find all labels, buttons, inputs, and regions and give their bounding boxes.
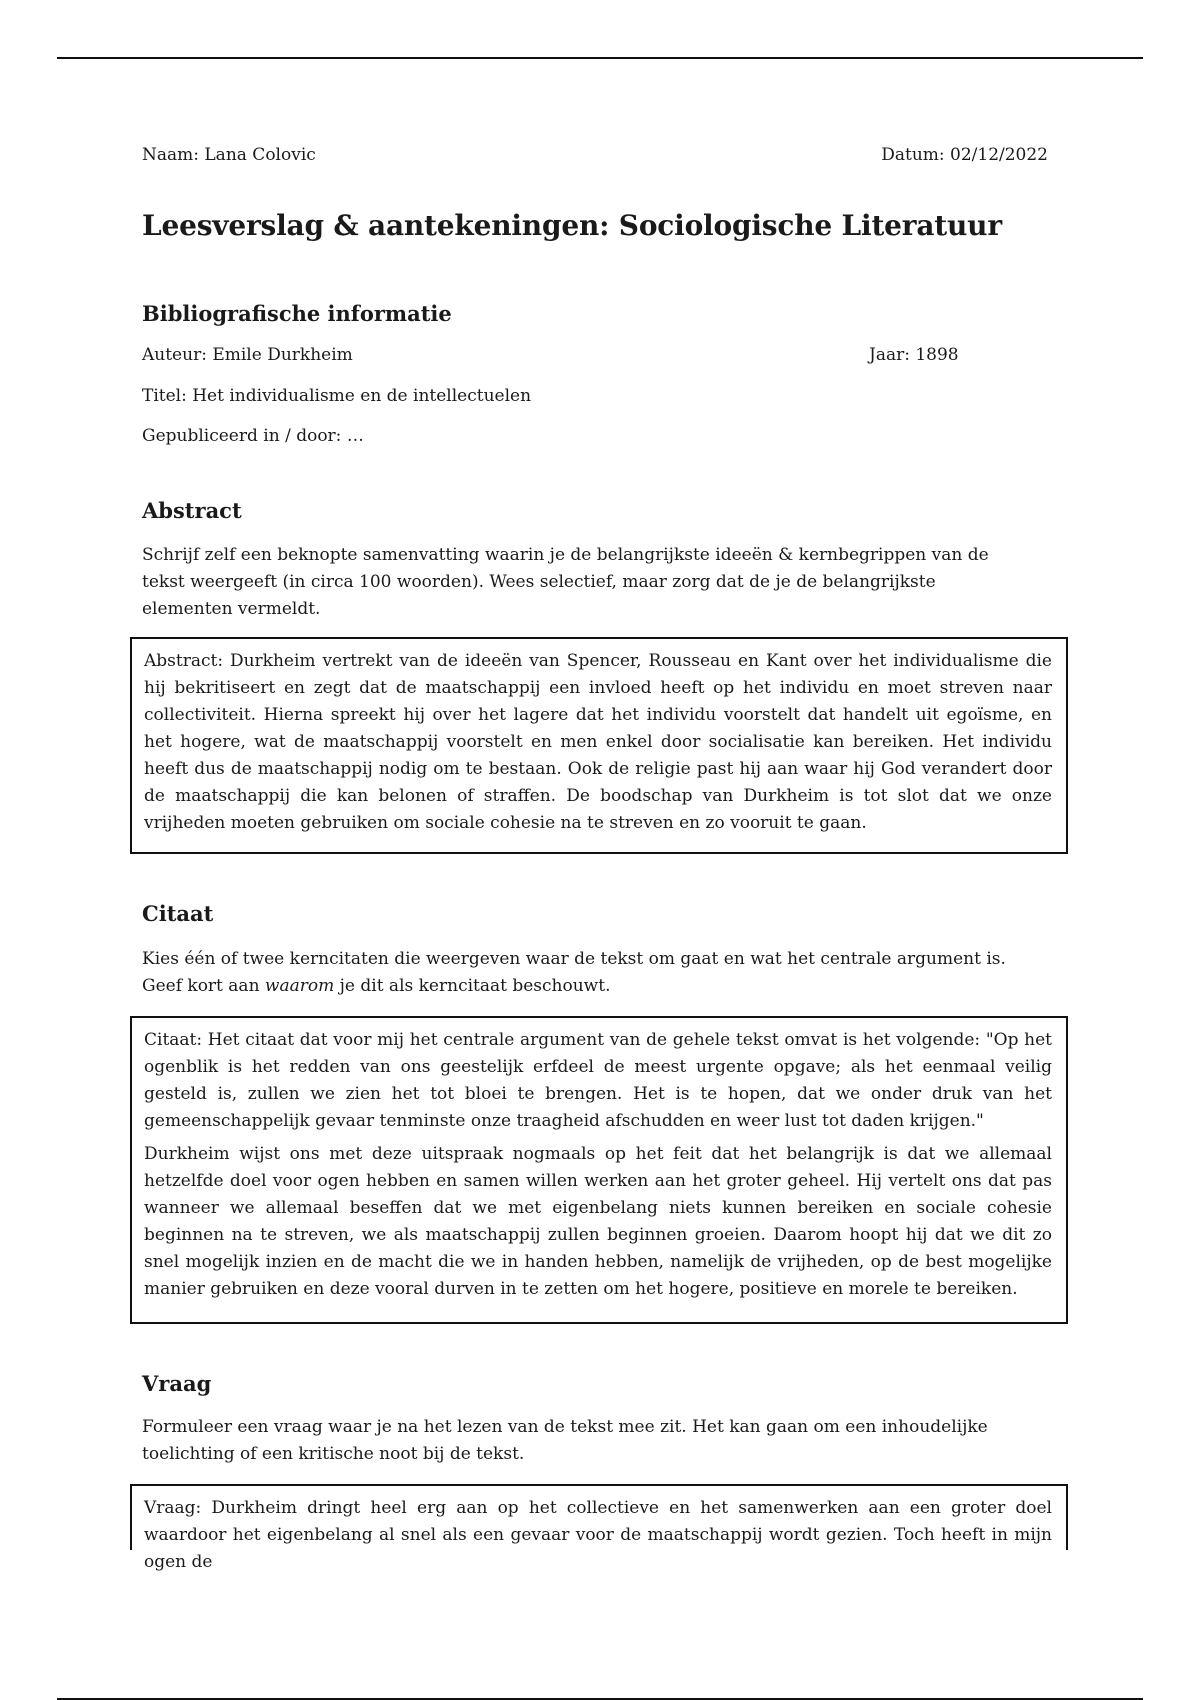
- top-rule: [57, 57, 1143, 59]
- bibliography-heading: Bibliografische informatie: [142, 301, 452, 326]
- quote-answer-citation: Citaat: Het citaat dat voor mij het centrale argument van de gehele tekst omvat is het volgende: "Op het ogenblik is het redden van ons geestelijk erfdeel de meest urgente opgave; als het eenmaal veilig gesteld is, zullen we zien het tot bloei te brengen. Het is te hopen, dat we onder druk van het gemeenschappelijk gevaar tenminste onze traagheid afschudden en weer lust tot daden krijgen.": [144, 1030, 1052, 1131]
- quote-instruction-emphasis: waarom: [264, 976, 335, 996]
- published-line: Gepubliceerd in / door: …: [142, 426, 364, 446]
- author-line: Auteur: Emile Durkheim: [142, 345, 353, 365]
- title-line: Titel: Het individualisme en de intellectuelen: [142, 386, 532, 406]
- abstract-answer-box: [130, 637, 1068, 854]
- quote-instruction-line1: Kies één of twee kerncitaten die weergeven waar de tekst om gaat en wat het centrale argument is.: [142, 949, 1006, 969]
- quote-instruction: [142, 946, 1022, 1000]
- student-name: Naam: Lana Colovic: [142, 145, 316, 165]
- abstract-answer: Abstract: Durkheim vertrekt van de ideeën van Spencer, Rousseau en Kant over het individualisme die hij bekritiseert en zegt dat de maatschappij een invloed heeft op het individu en moet streven naar collectiviteit. Hierna spreekt hij over het lagere dat het individu voorstelt dat handelt uit egoïsme, en het hogere, wat de maatschappij voorstelt en men enkel door socialisatie kan bereiken. Het individu heeft dus de maatschappij nodig om te bestaan. Ook de religie past hij aan waar hij God verandert door de maatschappij die kan belonen of straffen. De boodschap van Durkheim is tot slot dat we onze vrijheden moeten gebruiken om sociale cohesie na te streven en zo vooruit te gaan.: [144, 651, 1052, 833]
- quote-answer-box: [130, 1016, 1068, 1324]
- question-heading: Vraag: [142, 1371, 212, 1396]
- question-instruction: Formuleer een vraag waar je na het lezen van de tekst mee zit. Het kan gaan om een inhoudelijke toelichting of een kritische noot bij de tekst.: [142, 1417, 988, 1464]
- quote-instruction-line2-pre: Geef kort aan: [142, 976, 265, 996]
- quote-instruction-line2-post: je dit als kerncitaat beschouwt.: [334, 976, 611, 996]
- year-line: Jaar: 1898: [869, 345, 959, 365]
- quote-answer-explanation: Durkheim wijst ons met deze uitspraak nogmaals op het feit dat het belangrijk is dat we allemaal hetzelfde doel voor ogen hebben en samen willen werken aan het groter geheel. Hij vertelt ons dat pas wanneer we allemaal beseffen dat we met eigenbelang niets kunnen bereiken en sociale cohesie beginnen na te streven, we als maatschappij zullen beginnen groeien. Daarom hoopt hij dat we dit zo snel mogelijk inzien en de macht die we in handen hebben, namelijk de vrijheden, op de best mogelijke manier gebruiken en deze vooral durven in te zetten om het hogere, positieve en morele te bereiken.: [144, 1144, 1052, 1299]
- page-title: Leesverslag & aantekeningen: Sociologische Literatuur: [142, 209, 1002, 242]
- quote-heading: Citaat: [142, 901, 214, 926]
- abstract-heading: Abstract: [142, 498, 242, 523]
- abstract-instruction: Schrijf zelf een beknopte samenvatting waarin je de belangrijkste ideeën & kernbegrippen van de tekst weergeeft (in circa 100 woorden). Wees selectief, maar zorg dat de je de belangrijkste elementen vermeldt.: [142, 545, 989, 619]
- header-meta: [142, 143, 1048, 167]
- question-answer: Vraag: Durkheim dringt heel erg aan op het collectieve en het samenwerken aan een groter doel waardoor het eigenbelang al snel als een gevaar voor de maatschappij wordt gezien. Toch heeft in mijn ogen de: [144, 1498, 1052, 1572]
- report-date: Datum: 02/12/2022: [881, 145, 1048, 165]
- question-answer-box: [130, 1484, 1068, 1572]
